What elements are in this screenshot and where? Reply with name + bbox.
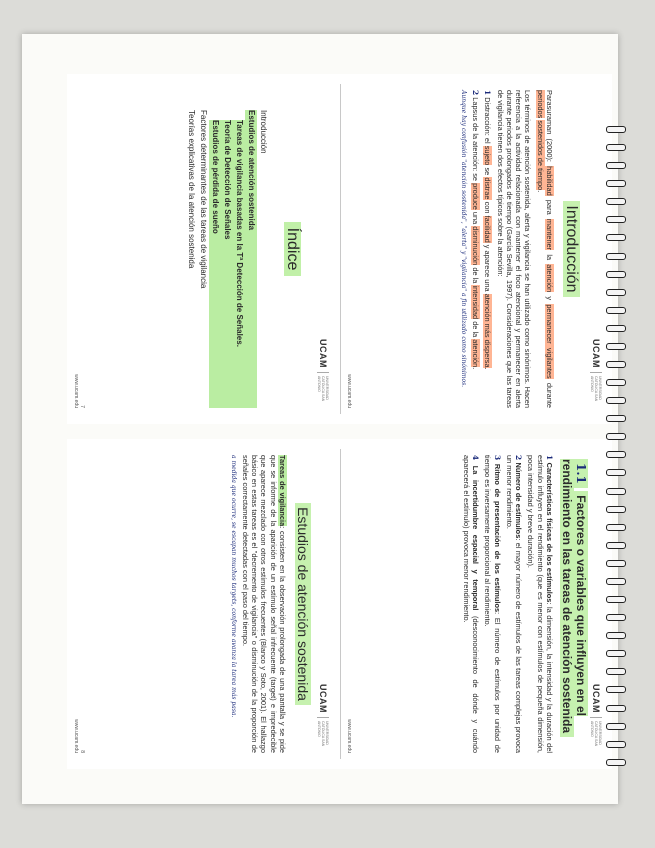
spiral-binding — [606, 126, 628, 766]
spiral-ring — [606, 253, 626, 260]
index-subitem: Estudios de pérdida de sueño — [209, 120, 221, 408]
spiral-ring — [606, 126, 626, 133]
spiral-ring — [606, 343, 626, 350]
ucam-logo-subtitle: UNIVERSIDAD CATÓLICA SAN ANTONIO — [590, 717, 602, 755]
intro-definition: Parasuraman (2000): habilidad para mantener la atención y permanecer vigilantes durante periodos sostenidos de tiempo. — [535, 90, 554, 409]
spiral-ring — [606, 361, 626, 368]
spiral-ring — [606, 705, 626, 712]
intro-effect-distraction: 1 Distracción: el sujeto se distrae con facilidad y aparece una atención más dispersa. — [483, 90, 493, 370]
ucam-logo-subtitle: UNIVERSIDAD CATÓLICA SAN ANTONIO — [317, 717, 329, 755]
spiral-ring — [606, 632, 626, 639]
slide-footer: www.ucam.edu — [346, 719, 352, 753]
spiral-ring — [606, 488, 626, 495]
spiral-ring — [606, 524, 626, 531]
index-slide — [67, 74, 339, 424]
spiral-ring — [606, 650, 626, 657]
slide-header — [590, 684, 602, 755]
factors-slide — [340, 439, 612, 769]
ucam-logo: UCAM — [591, 339, 601, 368]
spiral-ring — [606, 668, 626, 675]
ucam-logo-subtitle: UNIVERSIDAD CATÓLICA SAN ANTONIO — [317, 372, 329, 410]
spiral-ring — [606, 759, 626, 766]
slide-divider — [340, 84, 341, 414]
handwritten-note-targets: a medida que ocurre, se escapan muchos targets, conforme avanza la tarea más pasa. — [229, 455, 237, 718]
printed-slide-sheet-1 — [67, 74, 612, 424]
spiral-ring — [606, 506, 626, 513]
spiral-ring — [606, 234, 626, 241]
slide-divider — [340, 449, 341, 759]
spiral-ring — [606, 469, 626, 476]
index-subitem: Tareas de vigilancia basadas en la Tª Detección de Señales. — [233, 120, 245, 408]
scanned-notebook-page — [22, 34, 618, 804]
slide-footer: 8 www.ucam.edu — [73, 719, 85, 753]
slide-footer: www.ucam.edu — [346, 374, 352, 408]
factor-physical: 1 Características físicas de los estímulos: la dimensión, la intensidad y la duración del estímulo influyen en el rendimiento (que es menor con estímulos de pequeña dimensión, poca intensidad y breve duración). — [526, 455, 554, 753]
spiral-ring — [606, 433, 626, 440]
index-title: Índice — [283, 90, 301, 408]
slide-footer: 7 www.ucam.edu — [73, 374, 85, 408]
spiral-ring — [606, 741, 626, 748]
spiral-ring — [606, 723, 626, 730]
index-list — [185, 110, 269, 408]
intro-synonyms-paragraph: Los términos de atención sostenida, alerta y vigilancia se han utilizado como sinónimos. Hacen referencia a la actividad relacionada con mantener el foco atencional y permanecer en alerta durante periodos prolongados de tiempo (García Sevilla, 1997). Consideraciones que las tareas de vigilancia tienen dos efectos típicos sobre la atención: — [495, 90, 533, 408]
ucam-logo: UCAM — [591, 684, 601, 713]
handwritten-note-synonyms: Aunque hay confusión "atención sostenida", "alerta" y "vigilancia" a fin utilizado como sinónimos. — [459, 90, 467, 388]
slide-header — [317, 684, 329, 755]
spiral-ring — [606, 216, 626, 223]
spiral-ring — [606, 379, 626, 386]
factors-title: 1.1 Factores o variables que influyen en el rendimiento en las tareas de atención sostenida — [560, 459, 588, 753]
spiral-ring — [606, 686, 626, 693]
spiral-ring — [606, 180, 626, 187]
spiral-ring — [606, 578, 626, 585]
studies-title: Estudios de atención sostenida — [295, 455, 311, 753]
intro-effect-lapsus: 2 Lapsus de la atención: se produce una disminución de la intensidad de la atención. — [470, 90, 480, 370]
ucam-logo: UCAM — [318, 684, 328, 713]
spiral-ring — [606, 451, 626, 458]
spiral-ring — [606, 144, 626, 151]
index-item: Factores determinantes de las tareas de vigilancia — [199, 110, 208, 289]
spiral-ring — [606, 325, 626, 332]
index-item: Introducción — [259, 110, 268, 154]
spiral-ring — [606, 596, 626, 603]
index-subitem: Teoría de Detección de Señales — [221, 120, 233, 408]
ucam-logo-subtitle: UNIVERSIDAD CATÓLICA SAN ANTONIO — [590, 372, 602, 410]
spiral-ring — [606, 307, 626, 314]
factor-number: 2 Número de estímulos: el mayor número de estímulos de las tareas complejas provoca un menor rendimiento. — [504, 455, 524, 753]
printed-slide-sheet-2 — [67, 439, 612, 769]
spiral-ring — [606, 271, 626, 278]
spiral-ring — [606, 560, 626, 567]
spiral-ring — [606, 397, 626, 404]
index-item: Estudios de atención sostenida — [245, 110, 257, 408]
spiral-ring — [606, 614, 626, 621]
intro-slide — [340, 74, 612, 424]
spiral-ring — [606, 162, 626, 169]
studies-slide — [67, 439, 339, 769]
spiral-ring — [606, 542, 626, 549]
factor-uncertainty: 4 La incertidumbre espacial y temporal (desconocimiento de dónde y cuándo aparecerá el estímulo) provoca menor rendimiento. — [461, 455, 480, 753]
slide-header — [317, 339, 329, 410]
ucam-logo: UCAM — [318, 339, 328, 368]
slide-header — [590, 339, 602, 410]
spiral-ring — [606, 415, 626, 422]
spiral-ring — [606, 289, 626, 296]
index-item: Teorías explicativas de la atención sostenida — [187, 110, 196, 269]
vigilance-tasks-definition: Tareas de vigilancia: consisten en la observación prolongada de una pantalla y se pide que se informe de la aparición de un estímulo señal infrecuente (target) e impredecible que aparece mezclado con otros estímulos frecuentes (Blanco y Soto, 2001). El hallazgo básico en estas tareas es el "decremento de vigilancia" o disminución de la proporción de señales correctamente detectadas con el paso del tiempo. — [240, 455, 287, 754]
factor-rhythm: 3 Ritmo de presentación de los estímulos: El número de estímulos por unidad de tiempo es inversamente proporcional al rendimiento. — [483, 455, 502, 753]
spiral-ring — [606, 198, 626, 205]
intro-title: Introducción — [562, 90, 580, 408]
